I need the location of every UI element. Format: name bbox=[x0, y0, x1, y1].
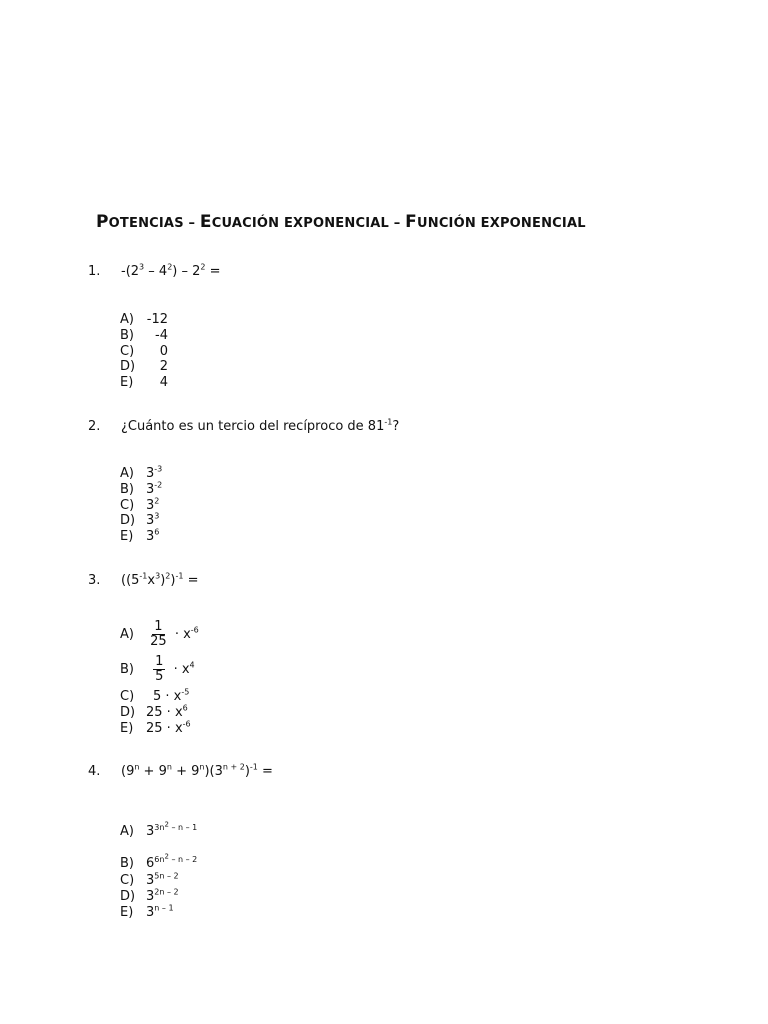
question-text: $(9^n + 9^n + 9^n)(3^{n + 2})^{-1}$ = bbox=[121, 762, 273, 779]
answer-option: A) $\frac{1}{25}$ · $x^{-6}$ bbox=[120, 619, 199, 649]
answer-option: B) -4 bbox=[120, 328, 168, 343]
answer-option: D) $3^3$ bbox=[120, 511, 160, 528]
title-dash: – bbox=[389, 216, 406, 231]
answer-option: D) $25 \cdot x^6$ bbox=[120, 703, 188, 720]
answer-option: E) 4 bbox=[120, 375, 168, 390]
title-initial: F bbox=[405, 212, 417, 232]
answer-option: D) $3^{2n - 2}$ bbox=[120, 887, 179, 904]
answer-option: C) 0 bbox=[120, 344, 168, 359]
answer-option: A) $3^{3n^2 - n - 1}$ bbox=[120, 820, 198, 839]
title-text: CUACIÓN EXPONENCIAL bbox=[211, 216, 389, 231]
answer-option: E) $25 \cdot x^{-6}$ bbox=[120, 719, 191, 736]
answer-option: C) $3^{5n - 2}$ bbox=[120, 871, 179, 888]
answer-option: C) $3^2$ bbox=[120, 496, 160, 513]
answer-option: A) $3^{-3}$ bbox=[120, 464, 163, 481]
title-initial: P bbox=[96, 212, 109, 232]
answer-option: C) $5 \cdot x^{-5}$ bbox=[120, 687, 190, 704]
question-text: $((5^{-1}x^3)^2)^{-1}$ = bbox=[121, 571, 199, 588]
fraction: $\frac{1}{25}$ bbox=[150, 619, 167, 649]
answer-option: A) -12 bbox=[120, 312, 168, 327]
answer-option: B) $3^{-2}$ bbox=[120, 480, 163, 497]
question-text: $-(2^3 - 4^2) - 2^2$ = bbox=[121, 262, 221, 279]
answer-option: E) $3^6$ bbox=[120, 527, 160, 544]
title-text: OTENCIAS bbox=[108, 216, 184, 231]
question-text: ¿Cuánto es un tercio del recíproco de $81^{-1}$? bbox=[121, 417, 400, 434]
answer-option: E) 3$^{n - 1}$ bbox=[120, 903, 174, 920]
answer-option: D) 2 bbox=[120, 359, 168, 374]
question-number: 4. bbox=[88, 764, 101, 779]
question-number: 1. bbox=[88, 264, 101, 279]
title-initial: E bbox=[199, 212, 212, 232]
answer-option: B) $6^{6n^2 - n - 2}$ bbox=[120, 852, 198, 871]
title-dash: – bbox=[183, 216, 200, 231]
answer-option: B) $\frac{1}{5}$ · $x^4$ bbox=[120, 654, 195, 684]
page-title bbox=[96, 212, 586, 232]
fraction: $\frac{1}{5}$ bbox=[155, 654, 164, 684]
question-number: 3. bbox=[88, 573, 101, 588]
question-number: 2. bbox=[88, 419, 101, 434]
title-text: UNCIÓN EXPONENCIAL bbox=[416, 216, 586, 231]
